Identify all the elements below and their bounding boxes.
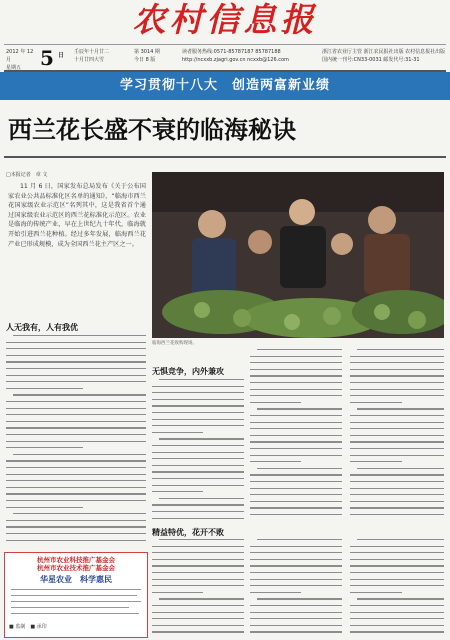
text-line — [13, 513, 146, 514]
text-line — [152, 386, 244, 387]
body-text-col-2 — [250, 348, 342, 522]
text-line — [350, 474, 444, 475]
text-line — [152, 579, 244, 580]
ad-header — [9, 556, 143, 572]
text-line — [250, 507, 342, 508]
text-line — [6, 500, 146, 501]
text-line — [250, 546, 342, 547]
hotline-line-1: 读者服务热线:0571-85787187 85787188 — [182, 49, 281, 55]
text-line — [152, 612, 244, 613]
ad-title: 华星农业 科学惠民 — [40, 575, 112, 584]
subhead-2: 无惧竞争，内外兼攻 — [152, 367, 224, 376]
text-line — [350, 441, 444, 442]
subhead-3: 精益特优，花开不败 — [152, 528, 224, 537]
publisher-line-1: 浙江省农业厅主管 浙江农民报社出版 农村信息报社出版 — [322, 49, 446, 55]
text-line — [250, 481, 342, 482]
text-line — [152, 465, 244, 466]
text-line — [152, 452, 244, 453]
text-line — [357, 539, 444, 540]
text-line — [250, 552, 342, 553]
text-line — [250, 389, 342, 390]
text-line — [152, 618, 244, 619]
text-line — [13, 454, 146, 455]
info-bar — [4, 44, 446, 72]
text-line — [350, 501, 444, 502]
lunar-line-2: 十月廿四大雪 — [74, 57, 105, 63]
text-line — [257, 598, 342, 599]
text-line — [6, 441, 146, 442]
body-text-col-4 — [152, 538, 244, 636]
text-line — [350, 375, 444, 376]
text-line — [6, 540, 146, 541]
text-line — [6, 401, 146, 402]
text-line — [250, 592, 301, 593]
text-line — [250, 494, 342, 495]
text-line — [6, 368, 146, 369]
body-text-left — [6, 334, 146, 548]
text-line — [152, 491, 203, 492]
lead-paragraph: 11 月 6 日，国家发布总局发布《关于公布国家农业公共品标准化区名单的通知》，“临海市西兰花国家级农业示范区”名列其中，这是我省首个通过国家级农业示范区的西兰花标准化示范区。农业是临海的传统产业，早在上世纪九十年代，临海就开始引进西兰花种植。经过多年发展，临海西兰花产业已形成规模，成为全国西兰花主产区之一。 — [8, 183, 146, 248]
text-line — [350, 494, 444, 495]
text-line — [152, 631, 244, 632]
text-line — [152, 565, 244, 566]
text-line — [250, 375, 342, 376]
text-line — [350, 382, 444, 383]
text-line — [250, 565, 342, 566]
text-line — [152, 546, 244, 547]
text-line — [250, 402, 301, 403]
text-line — [350, 461, 402, 462]
text-line — [250, 488, 342, 489]
text-line — [257, 408, 342, 409]
text-line — [152, 412, 244, 413]
text-line — [257, 539, 342, 540]
text-line — [350, 415, 444, 416]
text-line — [250, 501, 342, 502]
masthead — [0, 0, 450, 42]
text-line — [250, 435, 342, 436]
text-line — [6, 474, 146, 475]
text-line — [6, 487, 146, 488]
text-line — [250, 585, 342, 586]
text-line — [350, 428, 444, 429]
text-line — [6, 447, 83, 448]
text-line — [350, 395, 444, 396]
text-line — [6, 533, 146, 534]
page-name: 日 — [58, 52, 65, 59]
section-banner: 学习贯彻十八大 创造两富新业绩 — [0, 72, 450, 100]
body-text-col-1 — [152, 378, 244, 522]
text-line — [357, 598, 444, 599]
text-line — [250, 572, 342, 573]
publisher-info — [322, 48, 446, 64]
text-line — [250, 461, 301, 462]
hotline-line-2: http://ncxxb.zjagri.gov.cn ncxxb@126.com — [182, 57, 289, 63]
text-line — [350, 565, 444, 566]
hotline-info — [182, 48, 312, 64]
text-line — [350, 514, 444, 515]
text-line — [350, 579, 444, 580]
text-line — [350, 448, 444, 449]
date-line-1: 2012 年 12 月 — [6, 49, 34, 63]
text-line — [250, 559, 342, 560]
text-line — [350, 455, 444, 456]
body-text-col-5 — [250, 538, 342, 636]
ad-text-line — [11, 613, 139, 614]
text-line — [152, 425, 244, 426]
text-line — [350, 605, 444, 606]
body-text-col-3 — [350, 348, 444, 522]
text-line — [357, 408, 444, 409]
text-line — [152, 518, 244, 519]
byline: □本报记者 章 文 — [6, 172, 48, 178]
text-line — [250, 618, 342, 619]
text-line — [350, 625, 444, 626]
text-line — [250, 441, 342, 442]
text-line — [350, 592, 402, 593]
text-line — [250, 514, 342, 515]
text-line — [6, 507, 83, 508]
text-line — [6, 421, 146, 422]
text-line — [250, 605, 342, 606]
text-line — [257, 468, 342, 469]
text-line — [250, 474, 342, 475]
text-line — [6, 375, 146, 376]
text-line — [350, 389, 444, 390]
text-line — [152, 405, 244, 406]
advertisement[interactable] — [4, 552, 148, 638]
text-line — [152, 419, 244, 420]
text-line — [250, 395, 342, 396]
text-line — [350, 481, 444, 482]
text-line — [357, 468, 444, 469]
text-line — [250, 631, 342, 632]
text-line — [6, 355, 146, 356]
date-line-2: 星期五 — [6, 65, 22, 71]
text-line — [159, 539, 244, 540]
text-line — [152, 572, 244, 573]
ad-header-line-1: 杭州市农业科技推广基金会 — [37, 556, 115, 564]
ad-text-line — [11, 589, 141, 590]
text-line — [6, 427, 146, 428]
text-line — [350, 572, 444, 573]
photo-caption: 临海西兰花收购现场。 — [152, 341, 197, 346]
text-line — [159, 379, 244, 380]
text-line — [6, 467, 146, 468]
ad-text-line — [11, 595, 137, 596]
text-line — [152, 485, 244, 486]
ad-text-line — [11, 607, 129, 608]
ad-text-line — [11, 601, 141, 602]
text-line — [350, 585, 444, 586]
text-line — [350, 488, 444, 489]
article-headline: 西兰花长盛不衰的临海秘诀 — [8, 116, 296, 144]
text-line — [152, 471, 244, 472]
photo-illustration — [152, 172, 444, 338]
text-line — [6, 342, 146, 343]
text-line — [250, 382, 342, 383]
text-line — [6, 408, 146, 409]
text-line — [6, 414, 146, 415]
text-line — [152, 625, 244, 626]
text-line — [6, 493, 146, 494]
text-line — [250, 422, 342, 423]
text-line — [250, 455, 342, 456]
body-text-col-6 — [350, 538, 444, 636]
text-line — [250, 415, 342, 416]
text-line — [6, 434, 146, 435]
issue-line-1: 第 3014 期 — [134, 49, 160, 55]
text-line — [250, 579, 342, 580]
lunar-date — [74, 48, 129, 64]
issue-date — [6, 48, 36, 72]
text-line — [152, 585, 244, 586]
newspaper-logo: 农村信息报 — [132, 0, 318, 39]
text-line — [159, 598, 244, 599]
text-line — [250, 362, 342, 363]
text-line — [350, 435, 444, 436]
lunar-line-1: 壬辰年十月廿二 — [74, 49, 110, 55]
text-line — [13, 335, 146, 336]
text-line — [152, 432, 203, 433]
issue-info — [134, 48, 174, 64]
text-line — [357, 349, 444, 350]
text-line — [152, 478, 244, 479]
text-line — [250, 428, 342, 429]
text-line — [250, 356, 342, 357]
text-line — [6, 381, 146, 382]
ad-footer: ■ 监制 ■ 承印 — [9, 624, 47, 630]
page-number: 5 — [40, 46, 54, 70]
text-line — [350, 552, 444, 553]
text-line — [6, 526, 146, 527]
issue-line-2: 今日 8 版 — [134, 57, 156, 63]
text-line — [250, 448, 342, 449]
text-line — [152, 399, 244, 400]
text-line — [6, 388, 83, 389]
text-line — [250, 612, 342, 613]
text-line — [6, 520, 146, 521]
text-line — [13, 394, 146, 395]
text-line — [250, 369, 342, 370]
text-line — [350, 618, 444, 619]
text-line — [6, 480, 146, 481]
text-line — [350, 631, 444, 632]
text-line — [350, 612, 444, 613]
text-line — [6, 348, 146, 349]
text-line — [152, 559, 244, 560]
text-line — [159, 438, 244, 439]
text-line — [350, 422, 444, 423]
text-line — [250, 625, 342, 626]
subhead-1: 人无我有，人有我优 — [6, 323, 78, 332]
text-line — [350, 402, 402, 403]
text-line — [350, 369, 444, 370]
text-line — [152, 458, 244, 459]
headline-rule — [4, 156, 446, 158]
text-line — [152, 552, 244, 553]
text-line — [152, 592, 203, 593]
text-line — [350, 356, 444, 357]
text-line — [350, 559, 444, 560]
publisher-line-2: 国内统一刊号:CN33-0031 邮发代号:31-31 — [322, 57, 420, 63]
text-line — [257, 349, 342, 350]
text-line — [152, 445, 244, 446]
text-line — [152, 511, 244, 512]
text-line — [6, 460, 146, 461]
text-line — [152, 504, 244, 505]
text-line — [350, 507, 444, 508]
text-line — [6, 361, 146, 362]
text-line — [350, 546, 444, 547]
text-line — [159, 498, 244, 499]
text-line — [152, 392, 244, 393]
text-line — [152, 605, 244, 606]
ad-header-line-2: 杭州市农业技术推广基金会 — [37, 564, 115, 572]
text-line — [350, 362, 444, 363]
market-photo — [152, 172, 444, 338]
